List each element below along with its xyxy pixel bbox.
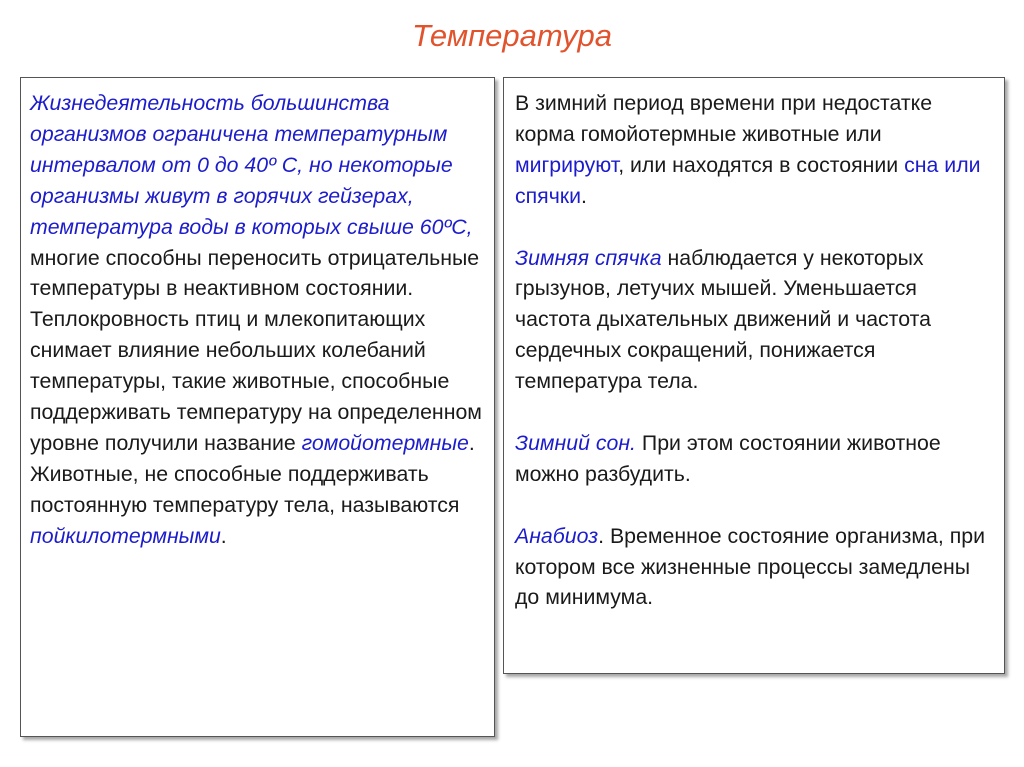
left-paragraph-3	[30, 459, 486, 552]
right-paragraph-2	[515, 243, 996, 398]
right-p2-text: наблюдается у некоторых грызунов, летучих мышей. Уменьшается частота дыхательных движений и частота сердечных сокращений, понижается температура тела.	[515, 245, 931, 394]
right-p4-text: . Временное состояние организма, при котором все жизненные процессы замедлены до минимума.	[515, 523, 985, 610]
term-migrate: мигрируют	[515, 152, 619, 177]
term-winter-sleep: Зимний сон.	[515, 430, 636, 455]
right-text-box	[503, 77, 1005, 674]
left-text-box	[20, 77, 495, 737]
term-homoiothermic: гомойотермные	[301, 430, 469, 455]
right-paragraph-1	[515, 88, 996, 212]
term-sleep-hibernation: сна или спячки	[515, 152, 981, 208]
right-p3-text: При этом состоянии животное можно разбудить.	[515, 430, 941, 486]
right-p1-text-b: , или находятся в состоянии	[618, 152, 905, 177]
left-p2-end: .	[468, 430, 475, 455]
left-paragraph-2	[30, 304, 486, 459]
left-paragraph-1	[30, 88, 486, 304]
page-title: Температура	[412, 18, 612, 53]
right-paragraph-3	[515, 428, 996, 490]
left-p1-rest-text: многие способны переносить отрицательные температуры в неактивном состоянии.	[30, 245, 480, 301]
left-p3-text: Животные, не способные поддерживать постоянную температуру тела, называются	[30, 461, 460, 517]
paragraph-gap	[515, 397, 996, 428]
term-poikilothermic: пойкилотермными	[30, 523, 221, 548]
term-anabiosis: Анабиоз	[515, 523, 599, 548]
left-p3-end: .	[220, 523, 227, 548]
left-p1-italic-text: Жизнедеятельность большинства организмов ограничена температурным интервалом от 0 до 40º С, но некоторые организмы живут в горячих гейзерах, температура воды в которых свыше 60ºС,	[30, 91, 473, 239]
term-hibernation: Зимняя спячка	[515, 245, 662, 270]
right-p1-end: .	[581, 183, 587, 208]
right-p1-text-a: В зимний период времени при недостатке корма гомойотермные животные или	[515, 91, 933, 146]
right-paragraph-4	[515, 521, 996, 614]
paragraph-gap	[515, 212, 996, 243]
left-p2-text: Теплокровность птиц и млекопитающих снимает влияние небольших колебаний температуры, такие животные, способные поддерживать температуру на определенном уровне получили название	[30, 307, 482, 455]
paragraph-gap	[515, 490, 996, 521]
